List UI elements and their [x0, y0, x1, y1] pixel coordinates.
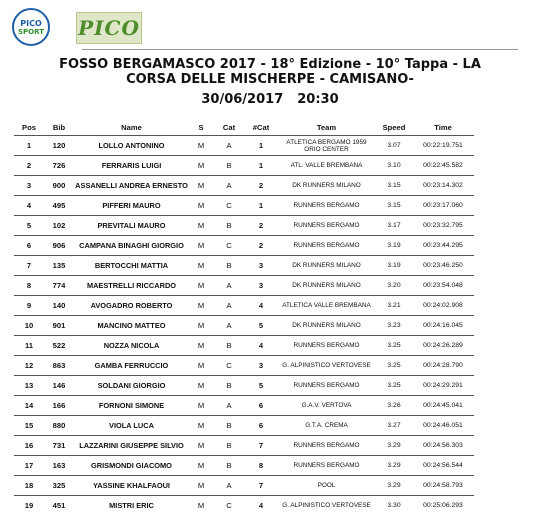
cell-bib: 163 [44, 456, 74, 476]
cell-name: GRISMONDI GIACOMO [74, 456, 189, 476]
cell-pos: 12 [14, 356, 44, 376]
cell-time: 00:24:29.291 [412, 376, 474, 396]
cell-time: 00:23:32.795 [412, 216, 474, 236]
cell-pos: 4 [14, 196, 44, 216]
cell-pos: 16 [14, 436, 44, 456]
cell-team: ATL. VALLE BREMBANA [277, 156, 376, 176]
cell-pos: 8 [14, 276, 44, 296]
cell-bib: 880 [44, 416, 74, 436]
cell-time: 00:24:46.051 [412, 416, 474, 436]
cell-time: 00:23:46.250 [412, 256, 474, 276]
cell-time: 00:23:17.060 [412, 196, 474, 216]
cell-pos: 9 [14, 296, 44, 316]
cell-name: LOLLO ANTONINO [74, 136, 189, 156]
results-table [14, 120, 474, 515]
cell-s: M [189, 376, 213, 396]
cell-cat: A [213, 136, 245, 156]
cell-ncat: 2 [245, 216, 277, 236]
cell-speed: 3.20 [376, 276, 412, 296]
cell-pos: 6 [14, 236, 44, 256]
col-header-time: Time [412, 120, 474, 136]
cell-team: G.A.V. VERTOVA [277, 396, 376, 416]
cell-speed: 3.25 [376, 356, 412, 376]
cell-ncat: 3 [245, 276, 277, 296]
cell-speed: 3.25 [376, 376, 412, 396]
cell-time: 00:23:14.302 [412, 176, 474, 196]
cell-team: RUNNERS BERGAMO [277, 216, 376, 236]
header-divider [82, 49, 518, 50]
cell-s: M [189, 496, 213, 515]
cell-bib: 731 [44, 436, 74, 456]
col-header-pos: Pos [14, 120, 44, 136]
cell-team: ATLETICA VALLE BREMBANA [277, 296, 376, 316]
cell-s: M [189, 236, 213, 256]
table-row [14, 196, 474, 216]
cell-pos: 3 [14, 176, 44, 196]
cell-s: M [189, 336, 213, 356]
cell-team: ATLETICA BERGAMO 1959 ORIO CENTER [277, 136, 376, 156]
cell-time: 00:22:45.582 [412, 156, 474, 176]
cell-ncat: 2 [245, 236, 277, 256]
cell-cat: A [213, 176, 245, 196]
table-row [14, 436, 474, 456]
cell-team: G. ALPINISTICO VERTOVESE [277, 496, 376, 515]
cell-name: YASSINE KHALFAOUI [74, 476, 189, 496]
table-row [14, 276, 474, 296]
cell-time: 00:24:58.793 [412, 476, 474, 496]
cell-team: RUNNERS BERGAMO [277, 336, 376, 356]
cell-team: RUNNERS BERGAMO [277, 236, 376, 256]
cell-s: M [189, 136, 213, 156]
table-row [14, 416, 474, 436]
cell-name: MANCINO MATTEO [74, 316, 189, 336]
table-row [14, 376, 474, 396]
cell-s: M [189, 196, 213, 216]
cell-cat: A [213, 276, 245, 296]
table-row [14, 296, 474, 316]
cell-name: MISTRI ERIC [74, 496, 189, 515]
cell-bib: 726 [44, 156, 74, 176]
cell-ncat: 1 [245, 136, 277, 156]
cell-team: DK RUNNERS MILANO [277, 316, 376, 336]
cell-ncat: 3 [245, 256, 277, 276]
cell-speed: 3.17 [376, 216, 412, 236]
cell-bib: 325 [44, 476, 74, 496]
cell-time: 00:23:54.048 [412, 276, 474, 296]
cell-time: 00:24:26.289 [412, 336, 474, 356]
cell-bib: 863 [44, 356, 74, 376]
cell-bib: 135 [44, 256, 74, 276]
cell-speed: 3.10 [376, 156, 412, 176]
table-row [14, 356, 474, 376]
cell-ncat: 6 [245, 396, 277, 416]
cell-s: M [189, 176, 213, 196]
cell-bib: 495 [44, 196, 74, 216]
cell-ncat: 5 [245, 376, 277, 396]
cell-cat: C [213, 236, 245, 256]
cell-name: ASSANELLI ANDREA ERNESTO [74, 176, 189, 196]
cell-pos: 2 [14, 156, 44, 176]
table-row [14, 336, 474, 356]
cell-bib: 120 [44, 136, 74, 156]
cell-s: M [189, 276, 213, 296]
cell-name: MAESTRELLI RICCARDO [74, 276, 189, 296]
cell-ncat: 1 [245, 156, 277, 176]
cell-team: RUNNERS BERGAMO [277, 456, 376, 476]
cell-time: 00:24:28.790 [412, 356, 474, 376]
cell-ncat: 7 [245, 436, 277, 456]
cell-time: 00:25:06.293 [412, 496, 474, 515]
cell-bib: 900 [44, 176, 74, 196]
cell-speed: 3.27 [376, 416, 412, 436]
cell-ncat: 4 [245, 496, 277, 515]
cell-speed: 3.30 [376, 496, 412, 515]
cell-bib: 146 [44, 376, 74, 396]
pico-sport-logo [12, 8, 50, 46]
cell-speed: 3.29 [376, 456, 412, 476]
cell-team: RUNNERS BERGAMO [277, 196, 376, 216]
cell-speed: 3.23 [376, 316, 412, 336]
cell-s: M [189, 316, 213, 336]
cell-bib: 166 [44, 396, 74, 416]
col-header-speed: Speed [376, 120, 412, 136]
cell-pos: 13 [14, 376, 44, 396]
cell-speed: 3.26 [376, 396, 412, 416]
race-date: 30/06/2017 [201, 92, 283, 107]
cell-cat: A [213, 296, 245, 316]
cell-ncat: 6 [245, 416, 277, 436]
cell-speed: 3.15 [376, 176, 412, 196]
col-header-cat-rank: #Cat [245, 120, 277, 136]
cell-cat: C [213, 356, 245, 376]
cell-bib: 906 [44, 236, 74, 256]
cell-speed: 3.19 [376, 236, 412, 256]
table-row [14, 236, 474, 256]
cell-name: VIOLA LUCA [74, 416, 189, 436]
cell-ncat: 5 [245, 316, 277, 336]
cell-speed: 3.29 [376, 436, 412, 456]
cell-cat: A [213, 476, 245, 496]
cell-name: NOZZA NICOLA [74, 336, 189, 356]
cell-cat: B [213, 256, 245, 276]
cell-time: 00:24:56.303 [412, 436, 474, 456]
cell-team: DK RUNNERS MILANO [277, 256, 376, 276]
cell-pos: 18 [14, 476, 44, 496]
cell-s: M [189, 396, 213, 416]
cell-pos: 14 [14, 396, 44, 416]
cell-pos: 17 [14, 456, 44, 476]
cell-time: 00:24:16.045 [412, 316, 474, 336]
cell-s: M [189, 296, 213, 316]
table-row [14, 476, 474, 496]
cell-bib: 140 [44, 296, 74, 316]
table-row [14, 456, 474, 476]
cell-bib: 102 [44, 216, 74, 236]
cell-cat: B [213, 156, 245, 176]
cell-speed: 3.15 [376, 196, 412, 216]
cell-team: RUNNERS BERGAMO [277, 436, 376, 456]
table-row [14, 136, 474, 156]
cell-name: SOLDANI GIORGIO [74, 376, 189, 396]
cell-s: M [189, 416, 213, 436]
cell-cat: A [213, 316, 245, 336]
cell-bib: 451 [44, 496, 74, 515]
cell-bib: 774 [44, 276, 74, 296]
pico-logo-text: PICO [78, 16, 140, 40]
table-row [14, 496, 474, 515]
table-row [14, 396, 474, 416]
cell-cat: A [213, 396, 245, 416]
cell-speed: 3.19 [376, 256, 412, 276]
cell-name: PREVITALI MAURO [74, 216, 189, 236]
cell-cat: C [213, 496, 245, 515]
cell-s: M [189, 156, 213, 176]
cell-team: POOL [277, 476, 376, 496]
table-row [14, 256, 474, 276]
cell-pos: 1 [14, 136, 44, 156]
cell-cat: B [213, 336, 245, 356]
cell-pos: 7 [14, 256, 44, 276]
cell-name: FORNONI SIMONE [74, 396, 189, 416]
cell-ncat: 2 [245, 176, 277, 196]
cell-s: M [189, 476, 213, 496]
cell-name: LAZZARINI GIUSEPPE SILVIO [74, 436, 189, 456]
cell-team: DK RUNNERS MILANO [277, 276, 376, 296]
table-row [14, 176, 474, 196]
cell-ncat: 1 [245, 196, 277, 216]
cell-cat: B [213, 416, 245, 436]
cell-s: M [189, 356, 213, 376]
cell-bib: 522 [44, 336, 74, 356]
col-header-bib: Bib [44, 120, 74, 136]
cell-pos: 19 [14, 496, 44, 515]
cell-cat: C [213, 196, 245, 216]
cell-ncat: 3 [245, 356, 277, 376]
cell-name: FERRARIS LUIGI [74, 156, 189, 176]
cell-speed: 3.25 [376, 336, 412, 356]
race-time: 20:30 [297, 92, 338, 107]
table-row [14, 216, 474, 236]
cell-pos: 15 [14, 416, 44, 436]
cell-time: 00:24:56.544 [412, 456, 474, 476]
cell-time: 00:23:44.295 [412, 236, 474, 256]
cell-team: RUNNERS BERGAMO [277, 376, 376, 396]
col-header-team: Team [277, 120, 376, 136]
cell-speed: 3.07 [376, 136, 412, 156]
cell-name: PIFFERI MAURO [74, 196, 189, 216]
cell-bib: 901 [44, 316, 74, 336]
cell-cat: B [213, 216, 245, 236]
cell-pos: 5 [14, 216, 44, 236]
cell-s: M [189, 436, 213, 456]
logo-line-2: SPORT [18, 28, 44, 36]
cell-cat: B [213, 376, 245, 396]
cell-time: 00:24:02.908 [412, 296, 474, 316]
cell-ncat: 4 [245, 296, 277, 316]
col-header-sex: S [189, 120, 213, 136]
cell-team: G.T.A. CREMA [277, 416, 376, 436]
table-row [14, 156, 474, 176]
cell-ncat: 4 [245, 336, 277, 356]
cell-name: GAMBA FERRUCCIO [74, 356, 189, 376]
cell-s: M [189, 456, 213, 476]
logo-line-1: PICO [20, 19, 42, 28]
page-title: FOSSO BERGAMASCO 2017 - 18° Edizione - 10° Tappa - LA CORSA DELLE MISCHERPE - CAMISANO- [50, 57, 490, 87]
cell-ncat: 8 [245, 456, 277, 476]
table-row [14, 316, 474, 336]
cell-cat: B [213, 456, 245, 476]
cell-speed: 3.29 [376, 476, 412, 496]
cell-name: BERTOCCHI MATTIA [74, 256, 189, 276]
cell-time: 00:22:19.751 [412, 136, 474, 156]
cell-cat: B [213, 436, 245, 456]
cell-time: 00:24:45.041 [412, 396, 474, 416]
cell-pos: 10 [14, 316, 44, 336]
table-header-row [14, 120, 474, 136]
pico-logo [76, 12, 142, 44]
cell-s: M [189, 216, 213, 236]
col-header-cat: Cat [213, 120, 245, 136]
race-datetime [50, 92, 490, 107]
cell-name: AVOGADRO ROBERTO [74, 296, 189, 316]
cell-ncat: 7 [245, 476, 277, 496]
col-header-name: Name [74, 120, 189, 136]
cell-s: M [189, 256, 213, 276]
cell-speed: 3.21 [376, 296, 412, 316]
cell-pos: 11 [14, 336, 44, 356]
cell-team: DK RUNNERS MILANO [277, 176, 376, 196]
cell-name: CAMPANA BINAGHI GIORGIO [74, 236, 189, 256]
cell-team: G. ALPINISTICO VERTOVESE [277, 356, 376, 376]
